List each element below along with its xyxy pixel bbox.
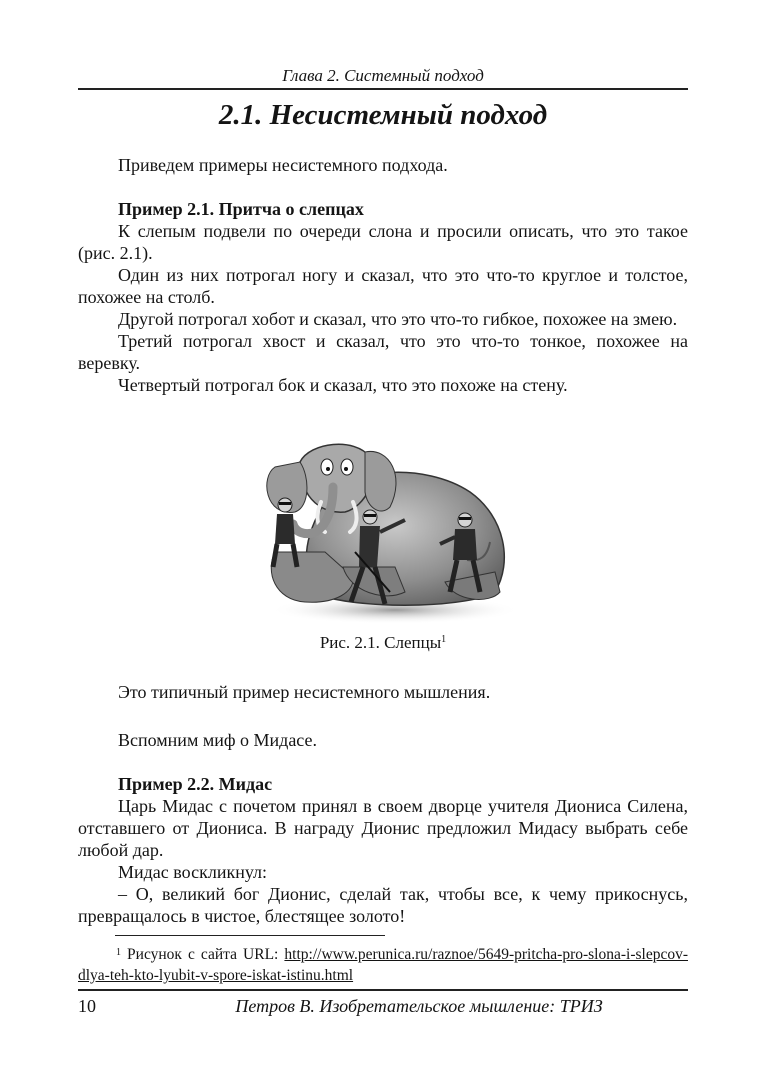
footnote-link[interactable]: http://www.perunica.ru/raznoe/5649-pritcha-pro-slona-i-slepcov-dlya-teh-kto-lyubit-v-spore-iskat-istinu.html xyxy=(78,946,688,984)
figure-caption: Рис. 2.1. Слепцы$^1$ xyxy=(319,633,447,652)
example-1-heading: Пример 2.1. Притча о слепцах xyxy=(118,199,364,219)
footnote-label: Рисунок с сайта URL: xyxy=(127,946,279,963)
paragraph: Это типичный пример несистемного мышления. xyxy=(118,682,491,702)
footer-rule xyxy=(78,989,688,991)
paragraph: Царь Мидас с почетом принял в своем дворце учителя Диониса Силена, отставшего от Диониса. В награду Дионис предложил Мидасу выбрать себе любой дар. xyxy=(78,796,688,860)
paragraph: Вспомним миф о Мидасе. xyxy=(118,730,318,750)
paragraph: Третий потрогал хвост и сказал, что это что-то тонкое, похожее на веревку. xyxy=(78,331,688,373)
footnote xyxy=(78,944,688,986)
example-2-heading: Пример 2.2. Мидас xyxy=(118,774,273,794)
example-2-body xyxy=(78,795,688,927)
elephant-ear xyxy=(365,451,396,511)
footnote-mark: 1 xyxy=(116,947,121,958)
paragraph: К слепым подвели по очереди слона и просили описать, что это такое (рис. 2.1). xyxy=(78,221,688,263)
running-footer: Петров В. Изобретательское мышление: ТРИЗ xyxy=(235,996,603,1016)
elephant-blind-men-illustration xyxy=(255,432,517,624)
page-number: 10 xyxy=(78,996,96,1016)
paragraph: Мидас воскликнул: xyxy=(118,862,268,882)
example-1-body xyxy=(78,220,688,396)
paragraph: Один из них потрогал ногу и сказал, что это что-то круглое и толстое, похожее на столб. xyxy=(78,265,688,307)
intro-paragraph: Приведем примеры несистемного подхода. xyxy=(118,155,448,175)
paragraph: – О, великий бог Дионис, сделай так, чтобы все, к чему прикоснусь, превращалось в чистое, блестящее золото! xyxy=(78,884,688,926)
paragraph: Другой потрогал хобот и сказал, что это что-то гибкое, похожее на змею. xyxy=(118,309,678,329)
elephant-eye xyxy=(341,459,353,475)
elephant-eye xyxy=(321,459,333,475)
footnote-separator xyxy=(115,935,385,936)
section-title: 2.1. Несистемный подход xyxy=(218,99,548,131)
running-header: Глава 2. Системный подход xyxy=(282,66,484,85)
header-rule xyxy=(78,88,688,90)
paragraph: Четвертый потрогал бок и сказал, что это похоже на стену. xyxy=(118,375,568,395)
footnote-reference[interactable]: 1 xyxy=(441,634,447,645)
